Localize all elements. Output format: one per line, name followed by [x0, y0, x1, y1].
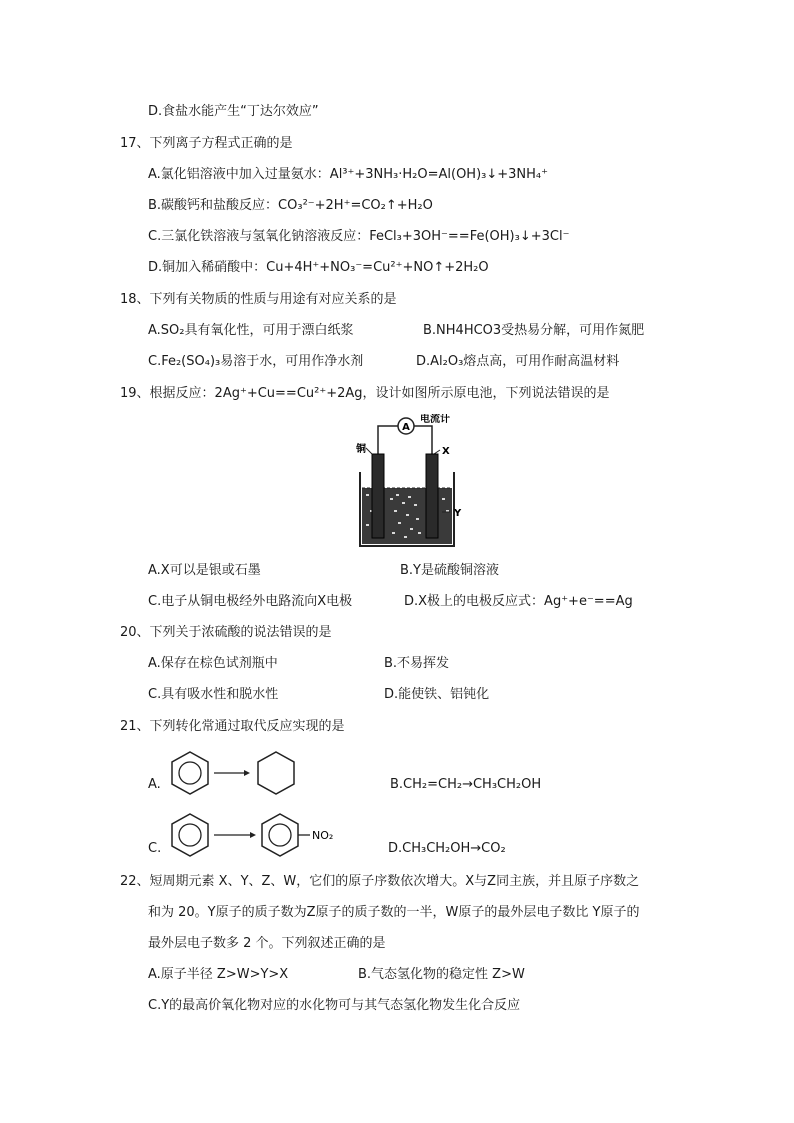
q20-option-b: B.不易挥发: [384, 656, 450, 671]
q18-option-c: C.Fe₂(SO₄)₃易溶于水，可用作净水剂: [148, 354, 364, 369]
q22-stem-line1: 22、短周期元素 X、Y、Z、W，它们的原子序数依次增大。X与Z同主族，并且原子序数之: [120, 874, 640, 889]
q19-option-b: B.Y是硫酸铜溶液: [400, 563, 499, 578]
q17-stem: 17、下列离子方程式正确的是: [120, 136, 293, 151]
q17-option-d: D.铜加入稀硝酸中：Cu+4H⁺+NO₃⁻=Cu²⁺+NO↑+2H₂O: [148, 260, 489, 275]
q17-option-c: C.三氯化铁溶液与氢氧化钠溶液反应：FeCl₃+3OH⁻==Fe(OH)₃↓+3Cl⁻: [148, 229, 570, 244]
q22-option-b: B.气态氢化物的稳定性 Z>W: [358, 967, 525, 982]
nitro-group-label: NO₂: [312, 829, 334, 842]
q17-option-a: A.氯化铝溶液中加入过量氨水：Al³⁺+3NH₃·H₂O=Al(OH)₃↓+3NH₄⁺: [148, 167, 548, 182]
q18-stem: 18、下列有关物质的性质与用途有对应关系的是: [120, 292, 397, 307]
cyclohexane-icon: [258, 752, 294, 794]
q21-option-d: D.CH₃CH₂OH→CO₂: [388, 841, 506, 856]
q20-option-d: D.能使铁、铝钝化: [384, 687, 490, 702]
q21-option-b: B.CH₂=CH₂→CH₃CH₂OH: [390, 777, 542, 792]
q20-option-a: A.保存在棕色试剂瓶中: [148, 656, 278, 671]
q19-option-d: D.X极上的电极反应式：Ag⁺+e⁻==Ag: [404, 594, 633, 609]
q21-option-c-figure: [160, 806, 360, 866]
q22-option-c: C.Y的最高价氧化物对应的水化物可与其气态氢化物发生化合反应: [148, 998, 521, 1013]
copper-electrode: [372, 454, 384, 538]
q21-option-c-label: C.: [148, 841, 162, 856]
q19-option-c: C.电子从铜电极经外电路流向X电极: [148, 594, 353, 609]
q20-stem: 20、下列关于浓硫酸的说法错误的是: [120, 625, 332, 640]
q17-option-b: B.碳酸钙和盐酸反应：CO₃²⁻+2H⁺=CO₂↑+H₂O: [148, 198, 433, 213]
copper-label: 铜: [356, 444, 366, 455]
q18-option-a: A.SO₂具有氧化性，可用于漂白纸浆: [148, 323, 354, 338]
q21-option-a-figure: [160, 744, 310, 804]
q20-option-c: C.具有吸水性和脱水性: [148, 687, 279, 702]
benzene-icon: [172, 752, 208, 794]
ammeter-symbol: A: [402, 422, 410, 433]
benzene-icon: [172, 814, 208, 856]
q18-option-b: B.NH4HCO3受热易分解，可用作氮肥: [423, 323, 645, 338]
q18-option-d: D.Al₂O₃熔点高，可用作耐高温材料: [416, 354, 620, 369]
x-pointer: [434, 450, 440, 454]
wire-right: [414, 426, 432, 454]
nitrobenzene-icon: [262, 814, 298, 856]
q16-option-d: D.食盐水能产生“丁达尔效应”: [148, 104, 319, 119]
q22-option-a: A.原子半径 Z>W>Y>X: [148, 967, 289, 982]
q21-stem: 21、下列转化常通过取代反应实现的是: [120, 719, 345, 734]
q21-option-a-label: A.: [148, 777, 161, 792]
q19-option-a: A.X可以是银或石墨: [148, 563, 261, 578]
x-label: X: [442, 446, 450, 457]
galvanic-cell-figure: [350, 414, 470, 554]
y-label: Y: [454, 508, 462, 519]
q22-stem-line2: 和为 20。Y原子的质子数为Z原子的质子数的一半，W原子的最外层电子数比 Y原子的: [148, 905, 640, 920]
q22-stem-line3: 最外层电子数多 2 个。下列叙述正确的是: [148, 936, 386, 951]
q19-stem: 19、根据反应：2Ag⁺+Cu==Cu²⁺+2Ag，设计如图所示原电池，下列说法错误的是: [120, 386, 610, 401]
wire-left: [378, 426, 398, 454]
x-electrode: [426, 454, 438, 538]
meter-label: 电流计: [420, 414, 450, 425]
